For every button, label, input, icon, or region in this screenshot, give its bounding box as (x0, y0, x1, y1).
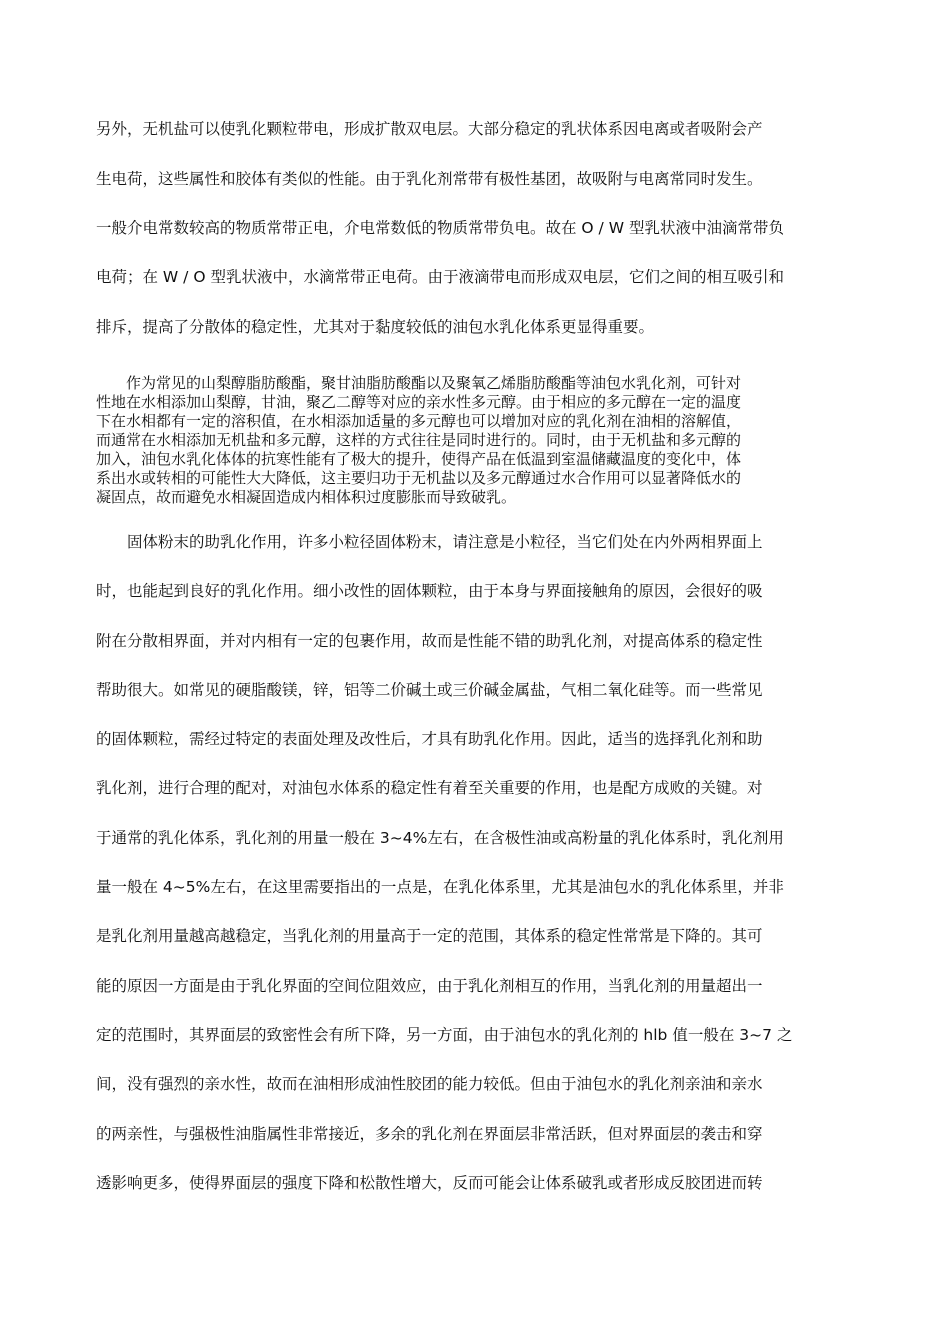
text-line: 透影响更多，使得界面层的强度下降和松散性增大，反而可能会让体系破乳或者形成反胶团进而转 (96, 1174, 763, 1192)
text-line: 间，没有强烈的亲水性，故而在油相形成油性胶团的能力较低。但由于油包水的乳化剂亲油和亲水 (96, 1075, 763, 1093)
text-line: 于通常的乳化体系，乳化剂的用量一般在 3~4%左右，在含极性油或高粉量的乳化体系时，乳化剂用 (96, 829, 784, 847)
text-line: 的两亲性，与强极性油脂属性非常接近，多余的乳化剂在界面层非常活跃，但对界面层的袭击和穿 (96, 1125, 763, 1143)
text-line: 定的范围时，其界面层的致密性会有所下降，另一方面，由于油包水的乳化剂的 hlb 值一般在 3~7 之 (96, 1026, 793, 1044)
text-line: 系出水或转相的可能性大大降低，这主要归功于无机盐以及多元醇通过水合作用可以显著降低水的 (96, 469, 742, 487)
text-line: 生电荷，这些属性和胶体有类似的性能。由于乳化剂常带有极性基团，故吸附与电离常同时发生。 (96, 170, 763, 188)
text-line: 作为常见的山梨醇脂肪酸酯，聚甘油脂肪酸酯以及聚氧乙烯脂肪酸酯等油包水乳化剂，可针对 (96, 374, 742, 392)
text-line: 是乳化剂用量越高越稳定，当乳化剂的用量高于一定的范围，其体系的稳定性常常是下降的。其可 (96, 927, 763, 945)
text-line: 电荷；在 W / O 型乳状液中，水滴常带正电荷。由于液滴带电而形成双电层，它们之间的相互吸引和 (96, 268, 784, 286)
text-line: 帮助很大。如常见的硬脂酸镁，锌，铝等二价碱土或三价碱金属盐，气相二氧化硅等。而一些常见 (96, 681, 763, 699)
text-line: 凝固点，故而避免水相凝固造成内相体积过度膨胀而导致破乳。 (96, 488, 517, 506)
text-line: 的固体颗粒，需经过特定的表面处理及改性后，才具有助乳化作用。因此，适当的选择乳化剂和助 (96, 730, 763, 748)
text-line: 乳化剂，进行合理的配对，对油包水体系的稳定性有着至关重要的作用，也是配方成败的关键。对 (96, 779, 763, 797)
text-line: 加入，油包水乳化体体的抗寒性能有了极大的提升，使得产品在低温到室温储藏温度的变化中，体 (96, 450, 742, 468)
text-line: 性地在水相添加山梨醇，甘油，聚乙二醇等对应的亲水性多元醇。由于相应的多元醇在一定的温度 (96, 393, 742, 411)
text-line: 一般介电常数较高的物质常带正电，介电常数低的物质常带负电。故在 O / W 型乳状液中油滴常带负 (96, 219, 784, 237)
text-line: 时，也能起到良好的乳化作用。细小改性的固体颗粒，由于本身与界面接触角的原因，会很好的吸 (96, 582, 763, 600)
text-line: 附在分散相界面，并对内相有一定的包裹作用，故而是性能不错的助乳化剂，对提高体系的稳定性 (96, 632, 763, 650)
text-line: 量一般在 4~5%左右，在这里需要指出的一点是，在乳化体系里，尤其是油包水的乳化体系里，并非 (96, 878, 784, 896)
text-line: 另外，无机盐可以使乳化颗粒带电，形成扩散双电层。大部分稳定的乳状体系因电离或者吸附会产 (96, 120, 763, 138)
text-line: 下在水相都有一定的溶积值，在水相添加适量的多元醇也可以增加对应的乳化剂在油相的溶解值， (96, 412, 742, 430)
text-line: 而通常在水相添加无机盐和多元醇，这样的方式往往是同时进行的。同时，由于无机盐和多元醇的 (96, 431, 742, 449)
text-line: 固体粉末的助乳化作用，许多小粒径固体粉末，请注意是小粒径，当它们处在内外两相界面上 (96, 533, 763, 551)
text-line: 排斥，提高了分散体的稳定性，尤其对于黏度较低的油包水乳化体系更显得重要。 (96, 318, 655, 336)
text-line: 能的原因一方面是由于乳化界面的空间位阻效应，由于乳化剂相互的作用，当乳化剂的用量超出一 (96, 977, 763, 995)
